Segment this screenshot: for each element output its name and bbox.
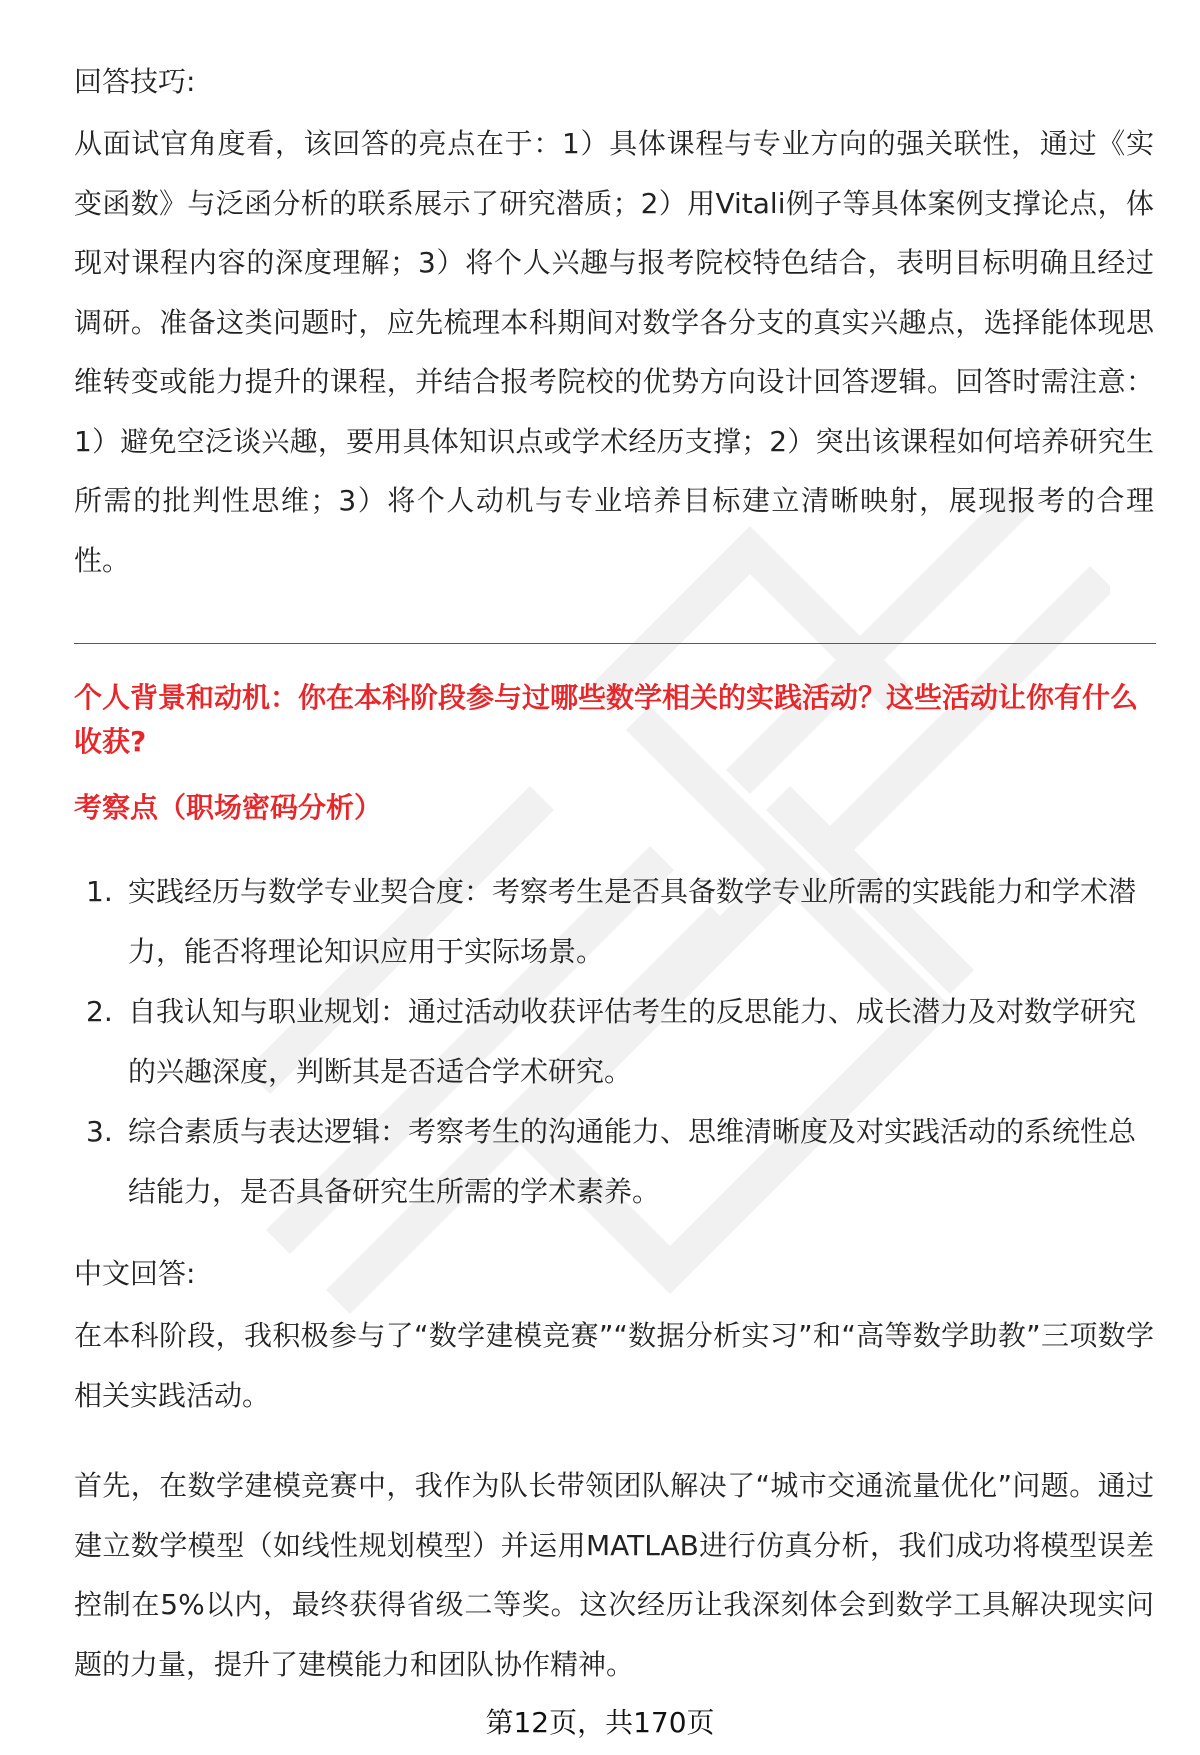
answer-label: 中文回答: (74, 1257, 196, 1290)
point-text: 自我认知与职业规划：通过活动收获评估考生的反思能力、成长潜力及对数学研究的兴趣深度，判断其是否适合学术研究。 (128, 995, 1137, 1088)
tips-paragraph: 从面试官角度看，该回答的亮点在于：1）具体课程与专业方向的强关联性，通过《实变函数》与泛函分析的联系展示了研究潜质；2）用Vitali例子等具体案例支撑论点，体现对课程内容的深度理解；3）将个人兴趣与报考院校特色结合，表明目标明确且经过调研。准备这类问题时，应先梳理本科期间对数学各分支的真实兴趣点，选择能体现思维转变或能力提升的课程，并结合报考院校的优势方向设计回答逻辑。回答时需注意：1）避免空泛谈兴趣，要用具体知识点或学术经历支撑；2）突出该课程如何培养研究生所需的批判性思维；3）将个人动机与专业培养目标建立清晰映射，展现报考的合理性。 (74, 127, 1154, 577)
point-number: 3. (86, 1115, 113, 1148)
assessment-heading: 考察点（职场密码分析） (74, 791, 383, 824)
point-number: 2. (86, 995, 113, 1028)
page-footer: 第12页，共170页 (485, 1706, 715, 1739)
question-title: 个人背景和动机：你在本科阶段参与过哪些数学相关的实践活动？这些活动让你有什么收获? (74, 681, 1139, 758)
tips-section (74, 62, 1154, 590)
tips-label: 回答技巧: (74, 65, 196, 98)
section-divider (74, 643, 1156, 644)
assessment-point-3 (74, 1102, 1154, 1221)
assessment-points-list (74, 862, 1154, 1222)
assessment-point-2 (74, 982, 1154, 1101)
answer-paragraph-1: 在本科阶段，我积极参与了“数学建模竞赛”“数据分析实习”和“高等数学助教”三项数学相关实践活动。 (74, 1319, 1154, 1412)
point-number: 1. (86, 875, 113, 908)
assessment-point-1 (74, 862, 1154, 981)
answer-paragraph-2: 首先，在数学建模竞赛中，我作为队长带领团队解决了“城市交通流量优化”问题。通过建立数学模型（如线性规划模型）并运用MATLAB进行仿真分析，我们成功将模型误差控制在5%以内，最终获得省级二等奖。这次经历让我深刻体会到数学工具解决现实问题的力量，提升了建模能力和团队协作精神。 (74, 1469, 1154, 1681)
point-text: 实践经历与数学专业契合度：考察考生是否具备数学专业所需的实践能力和学术潜力，能否将理论知识应用于实际场景。 (128, 875, 1137, 968)
point-text: 综合素质与表达逻辑：考察考生的沟通能力、思维清晰度及对实践活动的系统性总结能力，是否具备研究生所需的学术素养。 (128, 1115, 1137, 1208)
